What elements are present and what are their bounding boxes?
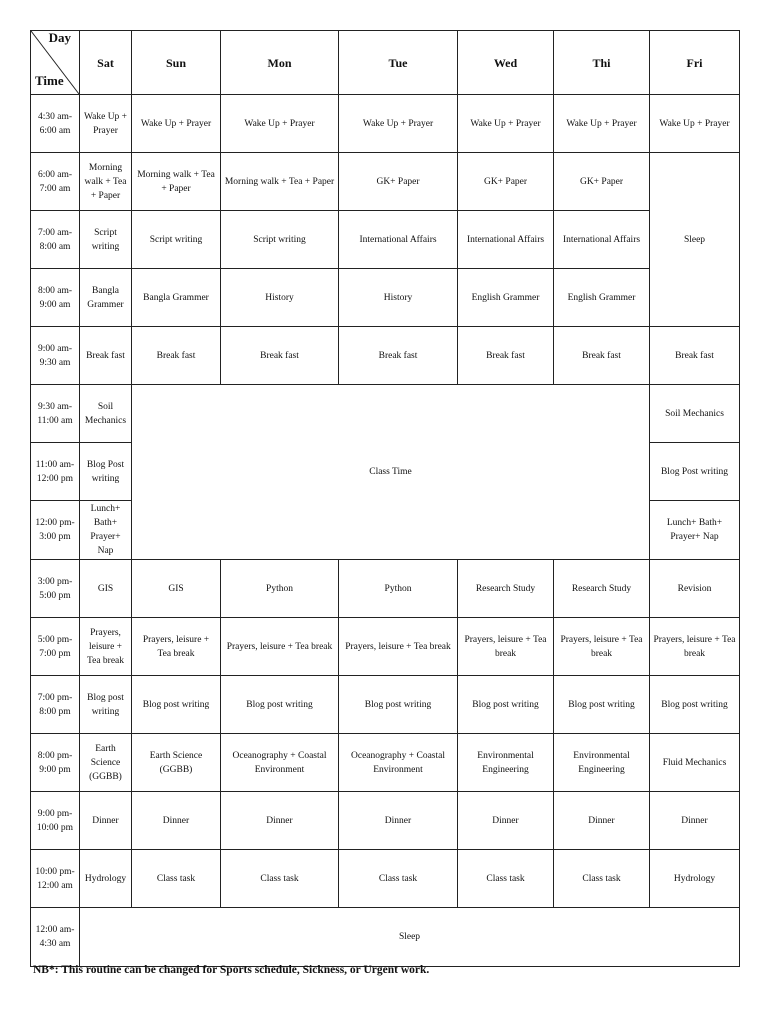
activity-cell: Break fast — [339, 327, 458, 385]
activity-cell: Revision — [650, 560, 740, 618]
time-cell: 3:00 pm- 5:00 pm — [31, 560, 80, 618]
activity-cell: Break fast — [132, 327, 221, 385]
time-cell: 6:00 am- 7:00 am — [31, 153, 80, 211]
time-cell: 9:00 pm- 10:00 pm — [31, 792, 80, 850]
activity-cell: Bangla Grammer — [80, 269, 132, 327]
activity-cell: Break fast — [650, 327, 740, 385]
activity-cell: Class task — [221, 850, 339, 908]
activity-cell: History — [221, 269, 339, 327]
table-row — [31, 618, 740, 676]
activity-cell: Break fast — [221, 327, 339, 385]
activity-cell: GK+ Paper — [339, 153, 458, 211]
time-cell: 7:00 am- 8:00 am — [31, 211, 80, 269]
activity-cell: Class task — [339, 850, 458, 908]
activity-cell: Python — [339, 560, 458, 618]
table-row — [31, 95, 740, 153]
day-header: Wed — [458, 31, 554, 95]
activity-cell: Dinner — [554, 792, 650, 850]
activity-cell: Wake Up + Prayer — [554, 95, 650, 153]
activity-cell: Break fast — [80, 327, 132, 385]
activity-cell: Earth Science (GGBB) — [132, 734, 221, 792]
activity-cell: Dinner — [132, 792, 221, 850]
table-row — [31, 211, 740, 269]
activity-cell: Wake Up + Prayer — [650, 95, 740, 153]
activity-cell: Wake Up + Prayer — [221, 95, 339, 153]
activity-cell: Blog post writing — [221, 676, 339, 734]
table-row — [31, 908, 740, 967]
activity-cell: Blog post writing — [650, 676, 740, 734]
activity-cell: Class task — [554, 850, 650, 908]
activity-cell: English Grammer — [554, 269, 650, 327]
table-row — [31, 327, 740, 385]
activity-cell: Class task — [458, 850, 554, 908]
activity-cell: Blog post writing — [554, 676, 650, 734]
activity-cell: Dinner — [458, 792, 554, 850]
header-row — [31, 31, 740, 95]
table-row — [31, 850, 740, 908]
table-row — [31, 269, 740, 327]
activity-cell: Research Study — [458, 560, 554, 618]
activity-cell: International Affairs — [339, 211, 458, 269]
activity-cell: Blog post writing — [339, 676, 458, 734]
activity-cell: Soil Mechanics — [650, 385, 740, 443]
time-cell: 8:00 pm- 9:00 pm — [31, 734, 80, 792]
activity-cell: Prayers, leisure + Tea break — [80, 618, 132, 676]
activity-cell: Bangla Grammer — [132, 269, 221, 327]
activity-cell: GK+ Paper — [554, 153, 650, 211]
day-header: Sun — [132, 31, 221, 95]
activity-cell: Research Study — [554, 560, 650, 618]
activity-cell: Earth Science (GGBB) — [80, 734, 132, 792]
activity-cell: International Affairs — [458, 211, 554, 269]
activity-cell: Script writing — [80, 211, 132, 269]
time-cell: 9:30 am- 11:00 am — [31, 385, 80, 443]
time-cell: 10:00 pm- 12:00 am — [31, 850, 80, 908]
activity-cell: Dinner — [339, 792, 458, 850]
time-cell: 9:00 am- 9:30 am — [31, 327, 80, 385]
activity-cell: History — [339, 269, 458, 327]
activity-cell: GIS — [132, 560, 221, 618]
time-cell: 12:00 pm- 3:00 pm — [31, 501, 80, 560]
day-label: Day — [48, 30, 71, 45]
activity-cell: Prayers, leisure + Tea break — [132, 618, 221, 676]
activity-cell: Hydrology — [80, 850, 132, 908]
activity-cell: Wake Up + Prayer — [132, 95, 221, 153]
activity-cell: Dinner — [80, 792, 132, 850]
routine-table — [30, 30, 740, 967]
activity-cell: Environmental Engineering — [554, 734, 650, 792]
activity-cell: Fluid Mechanics — [650, 734, 740, 792]
day-header: Sat — [80, 31, 132, 95]
activity-cell: Wake Up + Prayer — [339, 95, 458, 153]
activity-cell: Python — [221, 560, 339, 618]
activity-cell: Prayers, leisure + Tea break — [221, 618, 339, 676]
time-cell: 5:00 pm- 7:00 pm — [31, 618, 80, 676]
activity-cell: Lunch+ Bath+ Prayer+ Nap — [80, 501, 132, 560]
activity-cell: Script writing — [132, 211, 221, 269]
activity-cell: Break fast — [554, 327, 650, 385]
table-row — [31, 734, 740, 792]
friday-sleep-cell: Sleep — [650, 153, 740, 327]
activity-cell: Morning walk + Tea + Paper — [80, 153, 132, 211]
time-cell: 8:00 am- 9:00 am — [31, 269, 80, 327]
activity-cell: Dinner — [650, 792, 740, 850]
class-time-cell: Class Time — [132, 385, 650, 560]
day-time-corner — [31, 31, 80, 95]
activity-cell: Prayers, leisure + Tea break — [458, 618, 554, 676]
time-label: Time — [35, 73, 64, 88]
time-cell: 4:30 am- 6:00 am — [31, 95, 80, 153]
activity-cell: Morning walk + Tea + Paper — [132, 153, 221, 211]
activity-cell: International Affairs — [554, 211, 650, 269]
day-header: Mon — [221, 31, 339, 95]
activity-cell: Prayers, leisure + Tea break — [554, 618, 650, 676]
night-sleep-cell: Sleep — [80, 908, 740, 967]
table-row — [31, 676, 740, 734]
activity-cell: GIS — [80, 560, 132, 618]
activity-cell: Dinner — [221, 792, 339, 850]
time-cell: 7:00 pm- 8:00 pm — [31, 676, 80, 734]
activity-cell: Oceanography + Coastal Environment — [339, 734, 458, 792]
activity-cell: Morning walk + Tea + Paper — [221, 153, 339, 211]
table-row — [31, 385, 740, 443]
time-cell: 12:00 am- 4:30 am — [31, 908, 80, 967]
activity-cell: Blog post writing — [132, 676, 221, 734]
table-row — [31, 792, 740, 850]
activity-cell: Prayers, leisure + Tea break — [339, 618, 458, 676]
activity-cell: Soil Mechanics — [80, 385, 132, 443]
activity-cell: Wake Up + Prayer — [458, 95, 554, 153]
activity-cell: Script writing — [221, 211, 339, 269]
activity-cell: Blog Post writing — [80, 443, 132, 501]
activity-cell: Lunch+ Bath+ Prayer+ Nap — [650, 501, 740, 560]
activity-cell: Blog post writing — [80, 676, 132, 734]
table-row — [31, 560, 740, 618]
activity-cell: Blog post writing — [458, 676, 554, 734]
table-row — [31, 153, 740, 211]
activity-cell: Oceanography + Coastal Environment — [221, 734, 339, 792]
time-cell: 11:00 am- 12:00 pm — [31, 443, 80, 501]
footnote: NB*: This routine can be changed for Sports schedule, Sickness, or Urgent work. — [33, 964, 430, 976]
activity-cell: Break fast — [458, 327, 554, 385]
day-header: Fri — [650, 31, 740, 95]
activity-cell: GK+ Paper — [458, 153, 554, 211]
day-header: Thi — [554, 31, 650, 95]
activity-cell: Blog Post writing — [650, 443, 740, 501]
activity-cell: Environmental Engineering — [458, 734, 554, 792]
day-header: Tue — [339, 31, 458, 95]
activity-cell: English Grammer — [458, 269, 554, 327]
activity-cell: Prayers, leisure + Tea break — [650, 618, 740, 676]
activity-cell: Wake Up + Prayer — [80, 95, 132, 153]
activity-cell: Class task — [132, 850, 221, 908]
activity-cell: Hydrology — [650, 850, 740, 908]
